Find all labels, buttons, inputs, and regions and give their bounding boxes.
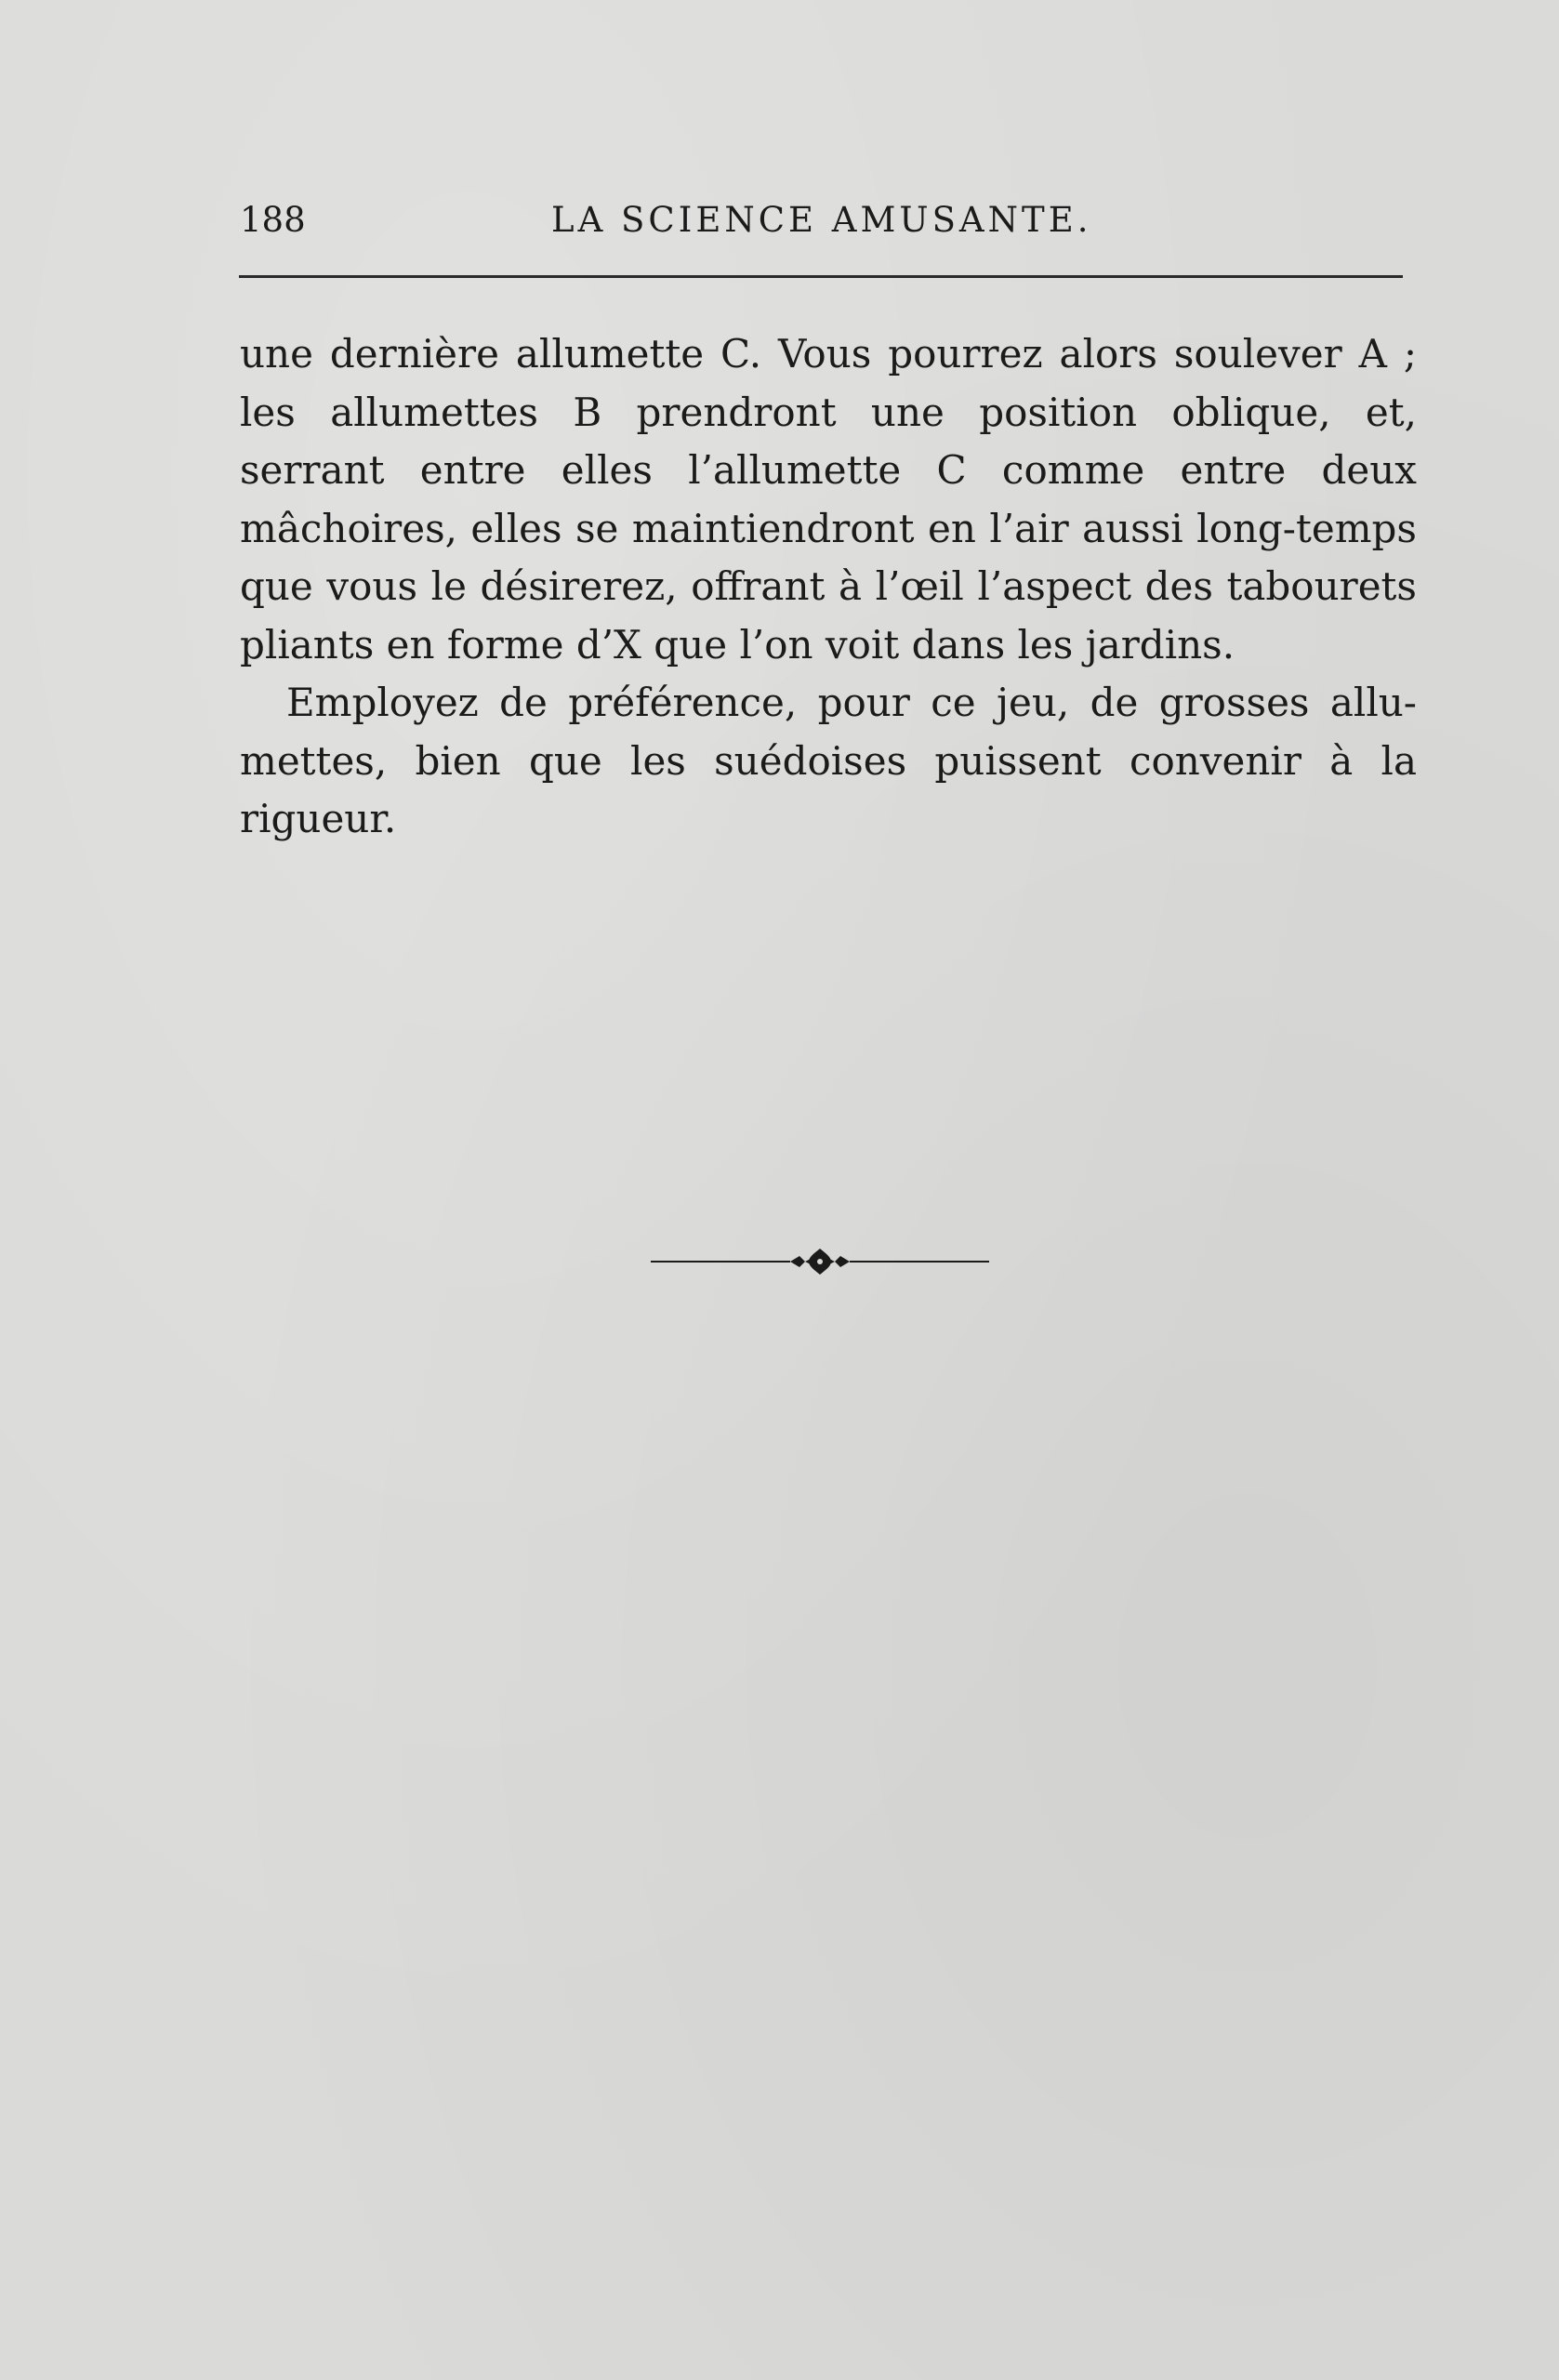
body-text: [240, 325, 1417, 849]
fleuron-ornament-icon: [651, 1246, 989, 1277]
running-head: [240, 197, 1402, 253]
running-title: LA SCIENCE AMUSANTE.: [551, 200, 1092, 240]
page-number: 188: [240, 200, 306, 240]
header-rule: [239, 275, 1403, 278]
paragraph-2: Employez de préférence, pour ce jeu, de grosses allu-mettes, bien que les suédoises puissent convenir à la rigueur.: [240, 680, 1417, 841]
paragraph-1: une dernière allumette C. Vous pourrez alors soulever A ; les allumettes B prendront une position oblique, et, serrant entre elles l’allumette C comme entre deux mâchoires, elles se maintiendront en l’air aussi long-temps que vous le désirerez, offrant à l’œil l’aspect des tabourets pliants en forme d’X que l’on voit dans les jardins.: [240, 331, 1417, 668]
